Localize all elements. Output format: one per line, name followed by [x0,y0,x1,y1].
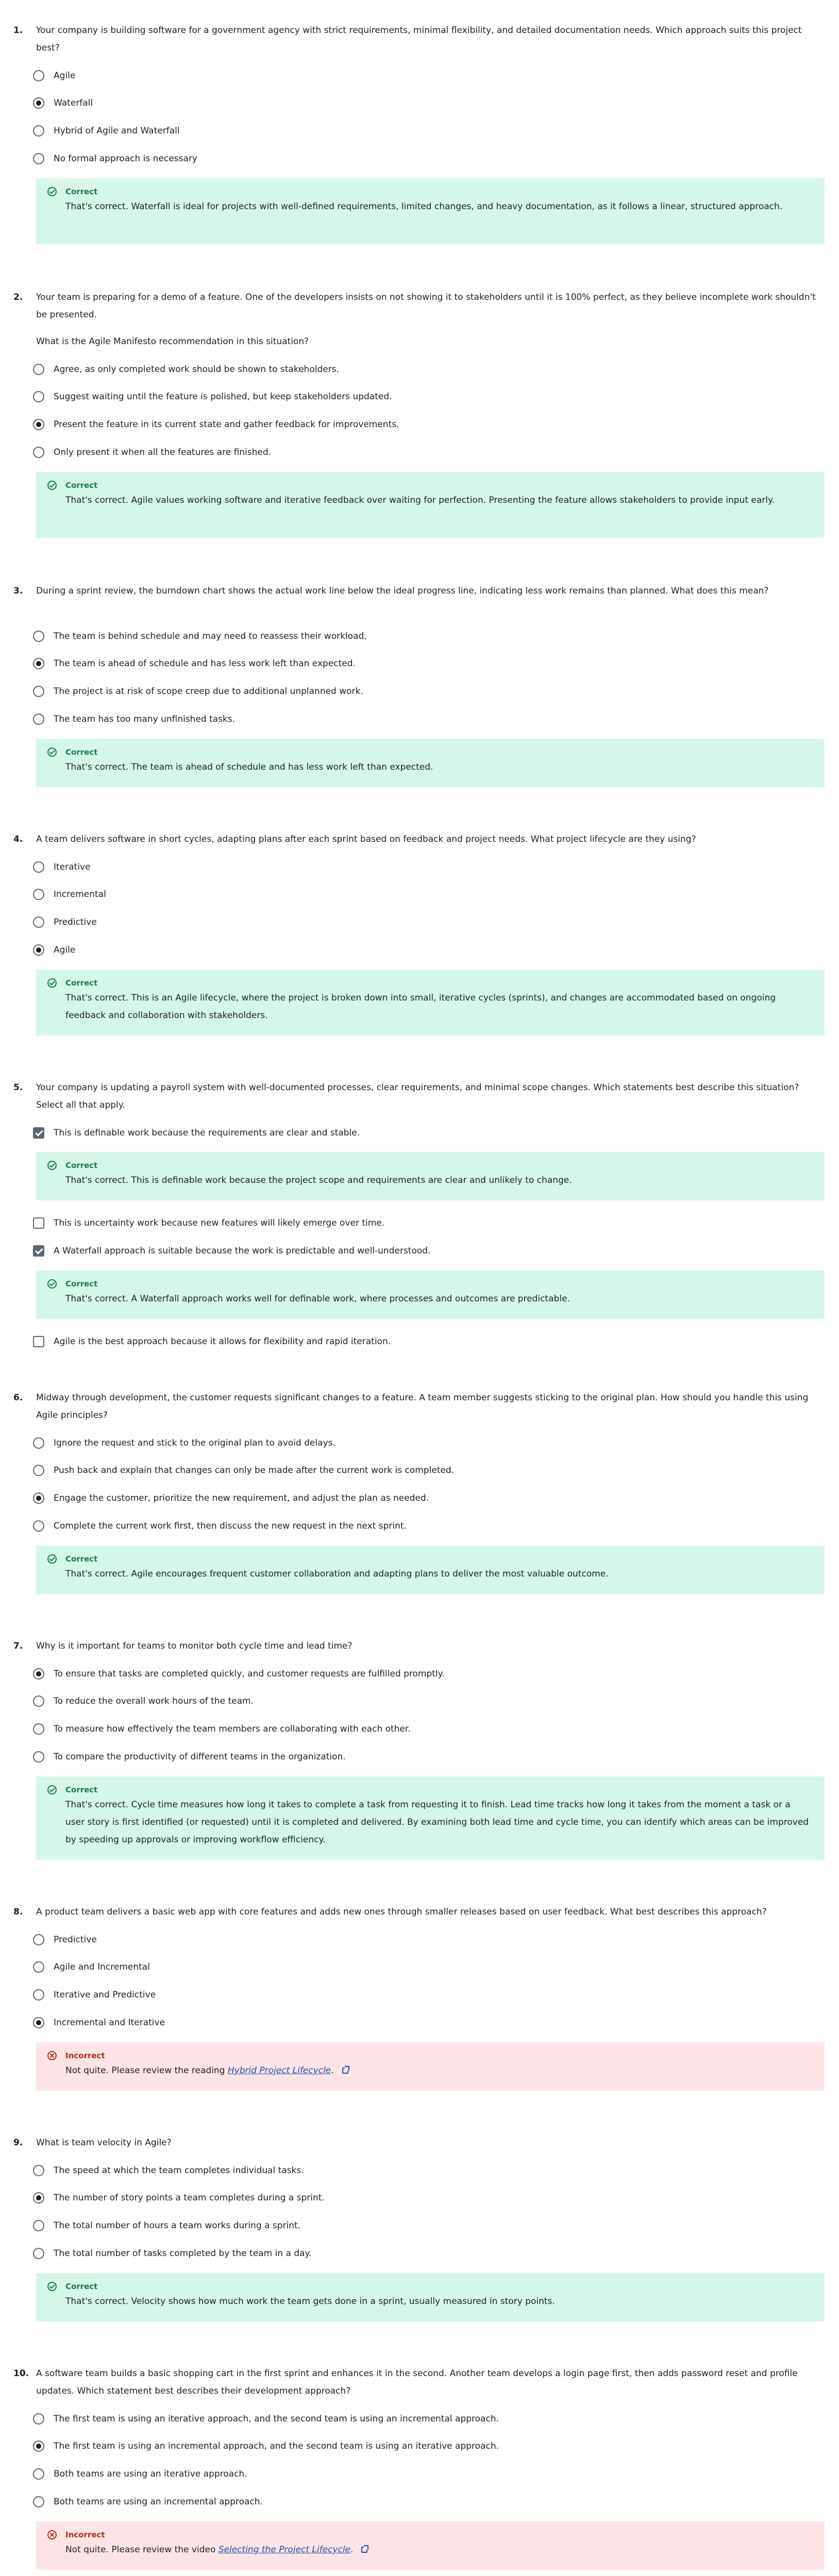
radio-icon[interactable] [33,2248,44,2259]
answer-checkbox[interactable] [33,1333,391,1350]
radio-icon[interactable] [33,2165,44,2176]
answer-option[interactable] [33,914,97,930]
checkbox-icon[interactable] [33,1336,44,1347]
feedback-status: Incorrect [65,2530,105,2539]
feedback-status: Incorrect [65,2051,105,2060]
radio-icon[interactable] [33,917,44,928]
option-label: The number of story points a team completes during a sprint. [54,2193,325,2203]
review-link[interactable]: Selecting the Project Lifecycle [218,2545,351,2555]
answer-checkbox[interactable] [33,1243,430,1259]
feedback-incorrect [36,2042,825,2091]
answer-option[interactable] [33,628,367,645]
answer-option[interactable] [33,2438,499,2454]
answer-option[interactable] [33,150,197,167]
check-circle-icon [47,1279,57,1289]
feedback-text: That's correct. Waterfall is ideal for projects with well-defined requirements, limited changes, and heavy documentation, as it follows a linear, structured approach. [65,201,783,212]
option-label: Waterfall [54,98,93,108]
check-circle-icon [47,748,57,757]
check-circle-icon [47,1161,57,1170]
option-label: Iterative [54,862,91,872]
answer-option[interactable] [33,2411,499,2427]
answer-option[interactable] [33,655,356,672]
review-link[interactable]: Hybrid Project Lifecycle [227,2065,331,2076]
answer-option[interactable] [33,1490,429,1506]
radio-selected-icon[interactable] [33,419,44,430]
radio-icon[interactable] [33,686,44,697]
radio-selected-icon[interactable] [33,1668,44,1680]
answer-option[interactable] [33,361,339,378]
external-link-icon[interactable] [342,2067,348,2074]
option-label: Agile [54,71,76,81]
feedback-text: That's correct. Cycle time measures how long it takes to complete a task from requesting it to finish. Lead time tracks how long it takes from the moment a task or a user story is first identified (or requested) until it is completed and delivered. By examining both lead time and cycle time, you can identify which areas can be improved by speeding up approvals or improving workflow efficiency. [65,1800,809,1845]
option-label: Incremental and Iterative [54,2018,165,2028]
question-prompt: Midway through development, the customer requests significant changes to a feature. A team member suggests sticking to the original plan. How should you handle this using Agile principles? [36,1393,809,1420]
feedback-status: Correct [65,481,98,490]
radio-selected-icon[interactable] [33,1493,44,1504]
option-label: Ignore the request and stick to the original plan to avoid delays. [54,1438,335,1448]
feedback-text: That's correct. A Waterfall approach works well for definable work, where processes and outcomes are predictable. [65,1294,570,1304]
radio-selected-icon[interactable] [33,2017,44,2028]
option-label: Agree, as only completed work should be shown to stakeholders. [54,364,339,375]
feedback-status: Correct [65,1785,98,1794]
feedback-text: Not quite. Please review the reading Hybrid Project Lifecycle. [65,2062,810,2079]
option-label: To measure how effectively the team members are collaborating with each other. [54,1724,411,1734]
answer-option[interactable] [33,444,271,461]
check-circle-icon [47,481,57,490]
radio-icon[interactable] [33,1934,44,1945]
option-label: Incremental [54,889,106,900]
radio-icon[interactable] [33,2468,44,2480]
question-number: 5. [13,1082,23,1093]
answer-option[interactable] [33,942,75,958]
option-label: Suggest waiting until the feature is polished, but keep stakeholders updated. [54,392,392,402]
answer-option[interactable] [33,123,180,139]
feedback-correct [36,970,825,1036]
checkbox-icon[interactable] [33,1217,44,1229]
radio-icon[interactable] [33,2413,44,2425]
option-label: The speed at which the team completes individual tasks. [54,2165,304,2176]
checkbox-checked-icon[interactable] [33,1127,44,1139]
option-label: This is uncertainty work because new features will likely emerge over time. [54,1218,385,1228]
question-prompt: Your company is updating a payroll system with well-documented processes, clear requirements, and minimal scope changes. Which statements best describe this situation? Select all that apply. [36,1082,799,1110]
radio-selected-icon[interactable] [33,658,44,669]
answer-option[interactable] [33,2217,300,2234]
answer-option[interactable] [33,1518,407,1534]
x-circle-icon [47,2051,57,2060]
radio-selected-icon[interactable] [33,2441,44,2452]
option-label: Agile [54,945,76,955]
option-label: Engage the customer, prioritize the new requirement, and adjust the plan as needed. [54,1493,429,1503]
radio-selected-icon[interactable] [33,944,44,956]
feedback-text: That's correct. Agile encourages frequent customer collaboration and adapting plans to deliver the most valuable outcome. [65,1569,609,1579]
question-number: 6. [13,1393,23,1403]
answer-option[interactable] [33,416,399,433]
feedback-status: Correct [65,1554,98,1564]
check-circle-icon [47,187,57,196]
question-number: 9. [13,2138,23,2148]
answer-option[interactable] [33,1749,346,1765]
feedback-text: That's correct. Agile values working software and iterative feedback over waiting for perfection. Presenting the feature allows stakeholders to provide input early. [65,495,775,505]
feedback-status: Correct [65,187,98,196]
question-prompt: A software team builds a basic shopping cart in the first sprint and enhances it in the second. Another team develops a login page first, then adds password reset and profile updates. Which statement best describes their development approach? [36,2368,798,2396]
option-label: Push back and explain that changes can only be made after the current work is completed. [54,1465,455,1476]
radio-icon[interactable] [33,2496,44,2507]
radio-selected-icon[interactable] [33,97,44,109]
option-label: Present the feature in its current state and gather feedback for improvements. [54,419,399,430]
radio-icon[interactable] [33,125,44,137]
feedback-status: Correct [65,978,98,988]
option-label: The project is at risk of scope creep due to additional unplanned work. [54,686,363,697]
question-prompt: A team delivers software in short cycles, adapting plans after each sprint based on feedback and project needs. What project lifecycle are they using? [36,834,696,844]
answer-checkbox[interactable] [33,1215,384,1231]
answer-option[interactable] [33,683,363,700]
checkbox-checked-icon[interactable] [33,1245,44,1257]
answer-option[interactable] [33,1931,97,1948]
radio-icon[interactable] [33,889,44,900]
option-label: Hybrid of Agile and Waterfall [54,126,180,136]
option-label: The total number of tasks completed by the team in a day. [54,2248,312,2259]
radio-icon[interactable] [33,714,44,725]
feedback-text: That's correct. The team is ahead of schedule and has less work left than expected. [65,762,433,772]
x-circle-icon [47,2530,57,2539]
answer-option[interactable] [33,2014,165,2031]
radio-icon[interactable] [33,153,44,164]
radio-icon[interactable] [33,1989,44,2001]
answer-option[interactable] [33,1666,445,1682]
feedback-correct [36,178,825,244]
feedback-correct [36,1152,825,1200]
check-circle-icon [47,2282,57,2291]
question-prompt: What is team velocity in Agile? [36,2138,172,2148]
feedback-status: Correct [65,1279,98,1289]
answer-option[interactable] [33,388,392,405]
option-label: Both teams are using an incremental approach. [54,2497,263,2507]
question-prompt: During a sprint review, the burndown chart shows the actual work line below the ideal progress line, indicating less work remains than planned. What does this mean? [36,586,769,596]
answer-option[interactable] [33,2245,312,2262]
question-number: 1. [13,25,23,36]
option-label: No formal approach is necessary [54,154,197,164]
radio-selected-icon[interactable] [33,2192,44,2204]
feedback-incorrect [36,2521,825,2570]
option-label: To ensure that tasks are completed quickly, and customer requests are fulfilled promptly. [54,1669,445,1679]
answer-checkbox[interactable] [33,1125,360,1141]
feedback-text: That's correct. This is an Agile lifecycle, where the project is broken down into small, iterative cycles (sprints), and changes are accommodated based on ongoing feedback and collaboration with stakeholders. [65,993,776,1021]
question-number: 4. [13,834,23,844]
question-number: 7. [13,1641,23,1651]
option-label: Predictive [54,1935,97,1945]
feedback-correct [36,472,825,538]
option-label: The team is ahead of schedule and has less work left than expected. [54,658,356,669]
radio-icon[interactable] [33,391,44,402]
question-prompt: Your company is building software for a government agency with strict requirements, minimal flexibility, and detailed documentation needs. Which approach suits this project best? [36,25,802,53]
feedback-status: Correct [65,2282,98,2291]
radio-icon[interactable] [33,1520,44,1532]
feedback-text: That's correct. This is definable work because the project scope and requirements are clear and unlikely to change. [65,1175,572,1185]
option-label: The team is behind schedule and may need to reassess their workload. [54,631,367,641]
radio-icon[interactable] [33,631,44,642]
radio-icon[interactable] [33,1437,44,1449]
option-label: Predictive [54,917,97,927]
option-label: Both teams are using an iterative approach. [54,2469,247,2479]
option-label: The first team is using an incremental approach, and the second team is using an iterative approach. [54,2441,499,2451]
option-label: The total number of hours a team works during a sprint. [54,2221,301,2231]
answer-option[interactable] [33,859,90,875]
question-prompt: Your team is preparing for a demo of a feature. One of the developers insists on not showing it to stakeholders until it is 100% perfect, as they believe incomplete work shouldn't be presented. What is the Agile Manifesto recommendation in this situation? [36,292,816,347]
feedback-correct [36,2273,825,2321]
feedback-text: Not quite. Please review the video Selecting the Project Lifecycle. [65,2541,810,2558]
answer-option[interactable] [33,2494,263,2510]
feedback-correct [36,1270,825,1319]
radio-icon[interactable] [33,1751,44,1762]
option-label: Complete the current work first, then discuss the new request in the next sprint. [54,1521,407,1531]
option-label: Agile and Incremental [54,1962,150,1972]
radio-icon[interactable] [33,364,44,375]
radio-icon[interactable] [33,861,44,873]
radio-icon[interactable] [33,1961,44,1973]
question-prompt: A product team delivers a basic web app with core features and adds new ones through smaller releases based on user feedback. What best describes this approach? [36,1907,767,1917]
answer-option[interactable] [33,2190,325,2206]
option-label: The team has too many unfinished tasks. [54,714,236,724]
radio-icon[interactable] [33,2220,44,2231]
feedback-correct [36,1776,825,1860]
check-circle-icon [47,978,57,988]
answer-option[interactable] [33,711,235,727]
option-label: Only present it when all the features are finished. [54,447,272,457]
answer-option[interactable] [33,2162,304,2179]
option-label: A Waterfall approach is suitable because the work is predictable and well-understood. [54,1246,431,1256]
answer-option[interactable] [33,95,93,111]
check-circle-icon [47,1785,57,1794]
radio-icon[interactable] [33,1723,44,1735]
feedback-status: Correct [65,1161,98,1170]
question-number: 8. [13,1907,23,1917]
option-label: The first team is using an iterative approach, and the second team is using an incremental approach. [54,2414,499,2424]
answer-option[interactable] [33,1435,335,1451]
option-label: To reduce the overall work hours of the team. [54,1696,254,1706]
answer-option[interactable] [33,1987,156,2003]
answer-option[interactable] [33,1959,150,1975]
check-circle-icon [47,1554,57,1564]
answer-option[interactable] [33,886,106,903]
option-label: Iterative and Predictive [54,1990,156,2000]
answer-option[interactable] [33,1462,454,1479]
answer-option[interactable] [33,2466,247,2482]
external-link-icon[interactable] [361,2547,367,2553]
option-label: To compare the productivity of different teams in the organization. [54,1752,346,1762]
question-number: 2. [13,292,23,302]
radio-icon[interactable] [33,1696,44,1707]
feedback-text: That's correct. Velocity shows how much work the team gets done in a sprint, usually measured in story points. [65,2296,555,2307]
question-number: 3. [13,586,23,596]
radio-icon[interactable] [33,447,44,458]
radio-icon[interactable] [33,1465,44,1476]
answer-option[interactable] [33,67,75,84]
question-number: 10. [13,2368,29,2379]
radio-icon[interactable] [33,70,44,81]
option-label: This is definable work because the requirements are clear and stable. [54,1128,360,1138]
feedback-correct [36,739,825,787]
feedback-status: Correct [65,748,98,757]
option-label: Agile is the best approach because it allows for flexibility and rapid iteration. [54,1336,391,1347]
question-prompt: Why is it important for teams to monitor both cycle time and lead time? [36,1641,353,1651]
answer-option[interactable] [33,1693,254,1709]
answer-option[interactable] [33,1721,411,1737]
feedback-correct [36,1546,825,1594]
